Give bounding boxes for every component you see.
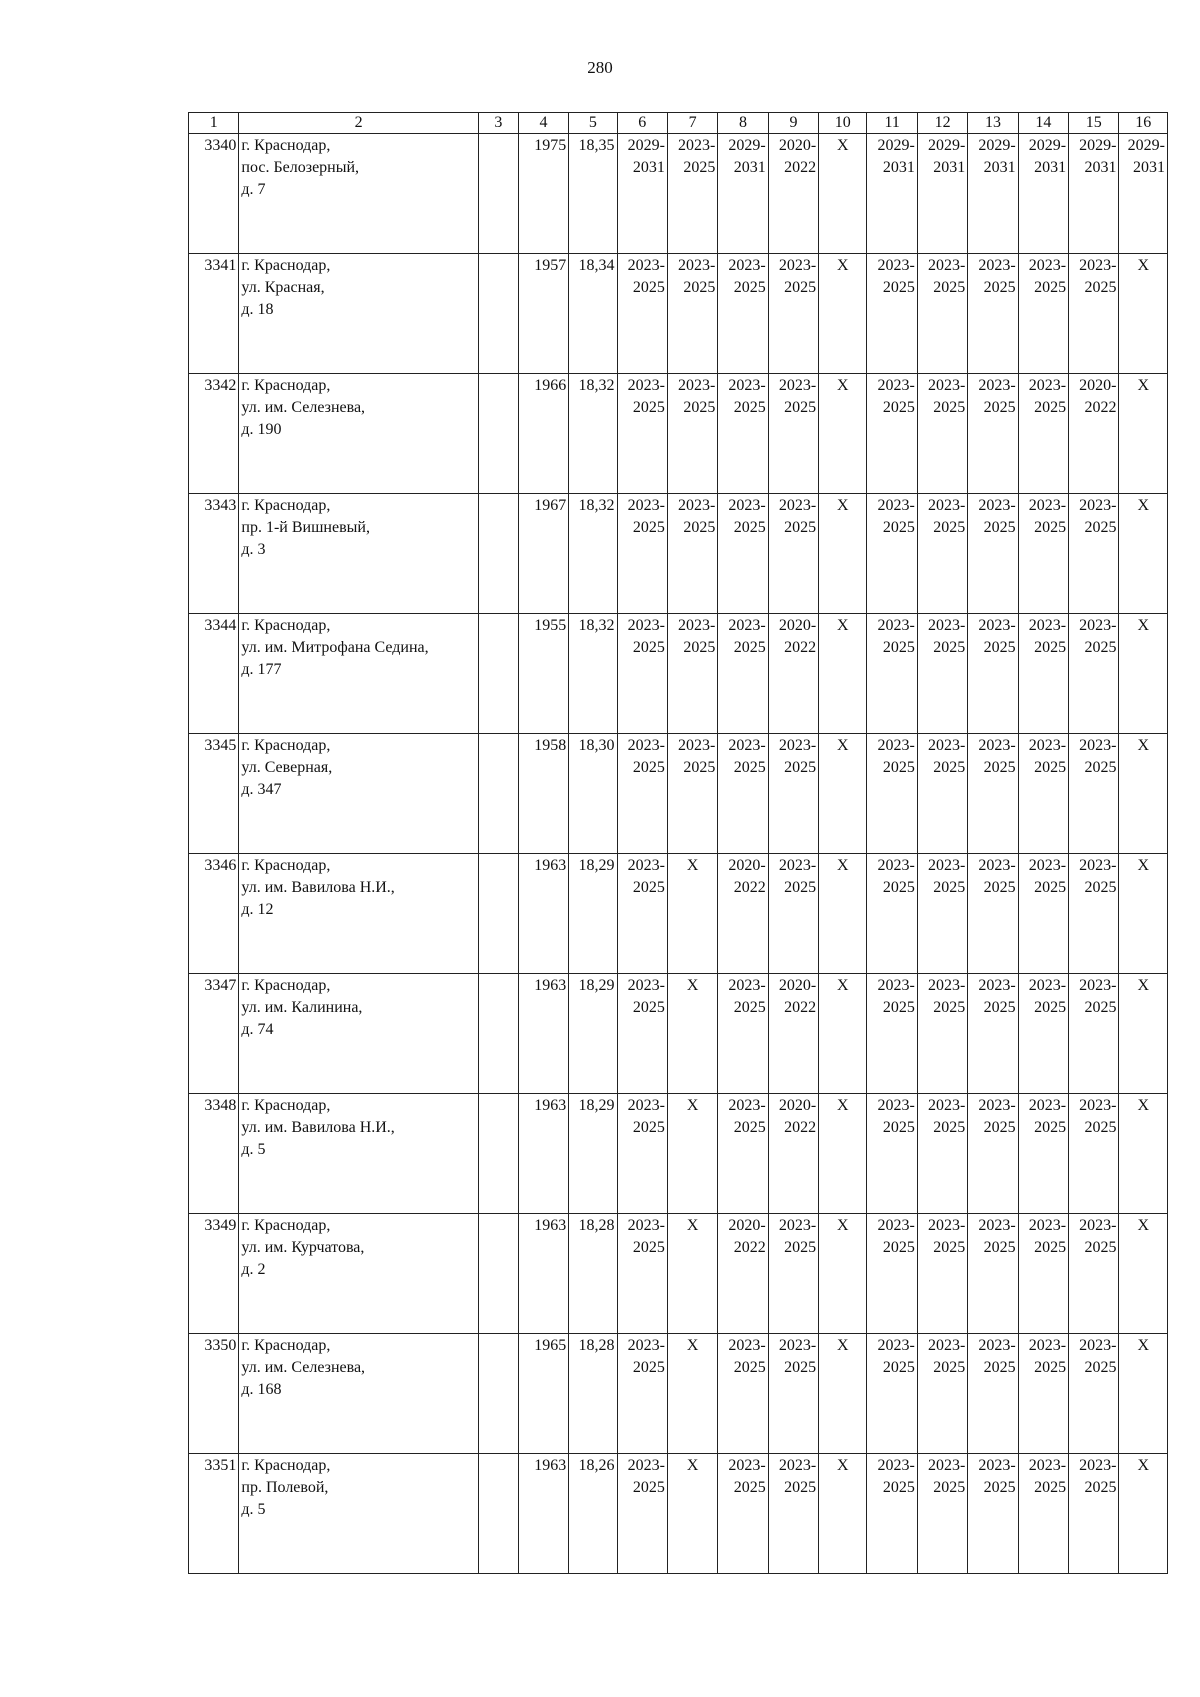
period-cell-c10: X — [819, 614, 867, 734]
address-line: д. 18 — [241, 301, 274, 318]
address-line: д. 7 — [241, 181, 266, 198]
period-cell-c10: X — [819, 1454, 867, 1574]
period-cell-c15: 2023- 2025 — [1069, 1214, 1119, 1334]
build-year-cell: 1963 — [518, 1214, 568, 1334]
address-line: ул. им. Селезнева, — [241, 1359, 366, 1376]
period-cell-c15: 2020- 2022 — [1069, 374, 1119, 494]
cell-col3 — [478, 254, 518, 374]
row-number: 3343 — [189, 494, 239, 614]
period-cell-c13: 2023- 2025 — [968, 1334, 1018, 1454]
period-cell-c11: 2023- 2025 — [867, 614, 917, 734]
address-line: д. 5 — [241, 1141, 266, 1158]
row-number: 3342 — [189, 374, 239, 494]
period-cell-c15: 2029- 2031 — [1069, 134, 1119, 254]
period-cell-c14: 2023- 2025 — [1018, 494, 1068, 614]
row-number: 3349 — [189, 1214, 239, 1334]
period-cell-c16: X — [1119, 374, 1168, 494]
period-cell-c9: 2023- 2025 — [768, 854, 818, 974]
column-header: 14 — [1018, 113, 1068, 134]
column-header: 8 — [718, 113, 768, 134]
period-cell-c10: X — [819, 134, 867, 254]
row-number: 3347 — [189, 974, 239, 1094]
period-cell-c14: 2023- 2025 — [1018, 1334, 1068, 1454]
period-cell-c6: 2023- 2025 — [617, 1214, 667, 1334]
table-row — [189, 1334, 1168, 1454]
period-cell-c8: 2023- 2025 — [718, 494, 768, 614]
address-line: д. 168 — [241, 1381, 282, 1398]
value-cell: 18,29 — [569, 974, 617, 1094]
period-cell-c7: 2023- 2025 — [667, 374, 717, 494]
period-cell-c14: 2023- 2025 — [1018, 374, 1068, 494]
period-cell-c10: X — [819, 1214, 867, 1334]
period-cell-c16: X — [1119, 254, 1168, 374]
period-cell-c13: 2023- 2025 — [968, 494, 1018, 614]
period-cell-c8: 2023- 2025 — [718, 614, 768, 734]
table-row — [189, 134, 1168, 254]
period-cell-c16: X — [1119, 1094, 1168, 1214]
build-year-cell: 1957 — [518, 254, 568, 374]
address-line: пос. Белозерный, — [241, 159, 360, 176]
address-cell — [239, 1454, 478, 1574]
period-cell-c14: 2023- 2025 — [1018, 854, 1068, 974]
address-line: г. Краснодар, — [241, 1337, 331, 1354]
period-cell-c14: 2023- 2025 — [1018, 1094, 1068, 1214]
period-cell-c13: 2023- 2025 — [968, 1094, 1018, 1214]
period-cell-c9: 2023- 2025 — [768, 1214, 818, 1334]
period-cell-c8: 2023- 2025 — [718, 254, 768, 374]
period-cell-c12: 2023- 2025 — [917, 374, 967, 494]
period-cell-c15: 2023- 2025 — [1069, 1094, 1119, 1214]
period-cell-c7: X — [667, 1094, 717, 1214]
period-cell-c9: 2023- 2025 — [768, 1454, 818, 1574]
address-cell — [239, 1094, 478, 1214]
period-cell-c7: X — [667, 854, 717, 974]
period-cell-c16: 2029- 2031 — [1119, 134, 1168, 254]
period-cell-c15: 2023- 2025 — [1069, 614, 1119, 734]
period-cell-c13: 2023- 2025 — [968, 614, 1018, 734]
value-cell: 18,28 — [569, 1214, 617, 1334]
address-line: д. 5 — [241, 1501, 266, 1518]
table-body — [189, 134, 1168, 1574]
period-cell-c15: 2023- 2025 — [1069, 1454, 1119, 1574]
period-cell-c12: 2023- 2025 — [917, 1094, 967, 1214]
period-cell-c11: 2023- 2025 — [867, 1094, 917, 1214]
period-cell-c12: 2023- 2025 — [917, 254, 967, 374]
period-cell-c8: 2023- 2025 — [718, 374, 768, 494]
address-cell — [239, 614, 478, 734]
period-cell-c10: X — [819, 374, 867, 494]
address-line: г. Краснодар, — [241, 857, 331, 874]
address-line: г. Краснодар, — [241, 1457, 331, 1474]
address-line: ул. им. Митрофана Седина, — [241, 639, 429, 656]
build-year-cell: 1963 — [518, 854, 568, 974]
period-cell-c7: X — [667, 1334, 717, 1454]
period-cell-c12: 2023- 2025 — [917, 734, 967, 854]
cell-col3 — [478, 854, 518, 974]
table-row — [189, 854, 1168, 974]
header-row — [189, 113, 1168, 134]
period-cell-c8: 2020- 2022 — [718, 854, 768, 974]
cell-col3 — [478, 974, 518, 1094]
build-year-cell: 1963 — [518, 974, 568, 1094]
period-cell-c15: 2023- 2025 — [1069, 734, 1119, 854]
row-number: 3345 — [189, 734, 239, 854]
period-cell-c7: 2023- 2025 — [667, 734, 717, 854]
build-year-cell: 1955 — [518, 614, 568, 734]
period-cell-c14: 2023- 2025 — [1018, 254, 1068, 374]
period-cell-c11: 2023- 2025 — [867, 1334, 917, 1454]
address-cell — [239, 854, 478, 974]
period-cell-c12: 2023- 2025 — [917, 1334, 967, 1454]
address-line: г. Краснодар, — [241, 377, 331, 394]
column-header: 6 — [617, 113, 667, 134]
column-header: 7 — [667, 113, 717, 134]
column-header: 13 — [968, 113, 1018, 134]
period-cell-c7: X — [667, 1214, 717, 1334]
address-line: ул. им. Курчатова, — [241, 1239, 365, 1256]
column-header: 11 — [867, 113, 917, 134]
housing-registry-table — [188, 112, 1168, 1574]
period-cell-c7: 2023- 2025 — [667, 494, 717, 614]
build-year-cell: 1975 — [518, 134, 568, 254]
period-cell-c6: 2023- 2025 — [617, 254, 667, 374]
period-cell-c16: X — [1119, 1334, 1168, 1454]
table-row — [189, 1454, 1168, 1574]
period-cell-c12: 2023- 2025 — [917, 494, 967, 614]
period-cell-c10: X — [819, 974, 867, 1094]
value-cell: 18,32 — [569, 614, 617, 734]
address-cell — [239, 1334, 478, 1454]
period-cell-c6: 2023- 2025 — [617, 1094, 667, 1214]
row-number: 3340 — [189, 134, 239, 254]
address-line: г. Краснодар, — [241, 737, 331, 754]
period-cell-c15: 2023- 2025 — [1069, 854, 1119, 974]
period-cell-c11: 2023- 2025 — [867, 854, 917, 974]
period-cell-c14: 2023- 2025 — [1018, 1454, 1068, 1574]
address-line: г. Краснодар, — [241, 257, 331, 274]
address-line: д. 2 — [241, 1261, 266, 1278]
period-cell-c12: 2023- 2025 — [917, 1454, 967, 1574]
cell-col3 — [478, 1454, 518, 1574]
period-cell-c11: 2023- 2025 — [867, 974, 917, 1094]
period-cell-c6: 2023- 2025 — [617, 854, 667, 974]
period-cell-c13: 2023- 2025 — [968, 1214, 1018, 1334]
address-line: ул. Красная, — [241, 279, 325, 296]
period-cell-c15: 2023- 2025 — [1069, 974, 1119, 1094]
period-cell-c13: 2023- 2025 — [968, 254, 1018, 374]
period-cell-c6: 2023- 2025 — [617, 374, 667, 494]
period-cell-c13: 2023- 2025 — [968, 854, 1018, 974]
period-cell-c15: 2023- 2025 — [1069, 1334, 1119, 1454]
period-cell-c13: 2029- 2031 — [968, 134, 1018, 254]
period-cell-c11: 2023- 2025 — [867, 1214, 917, 1334]
build-year-cell: 1958 — [518, 734, 568, 854]
column-header: 5 — [569, 113, 617, 134]
address-line: г. Краснодар, — [241, 617, 331, 634]
address-cell — [239, 374, 478, 494]
address-line: г. Краснодар, — [241, 977, 331, 994]
period-cell-c9: 2023- 2025 — [768, 254, 818, 374]
address-line: ул. им. Вавилова Н.И., — [241, 1119, 395, 1136]
address-line: г. Краснодар, — [241, 1097, 331, 1114]
period-cell-c13: 2023- 2025 — [968, 974, 1018, 1094]
period-cell-c15: 2023- 2025 — [1069, 494, 1119, 614]
period-cell-c6: 2023- 2025 — [617, 494, 667, 614]
period-cell-c10: X — [819, 494, 867, 614]
period-cell-c10: X — [819, 1094, 867, 1214]
period-cell-c6: 2029- 2031 — [617, 134, 667, 254]
period-cell-c16: X — [1119, 494, 1168, 614]
period-cell-c12: 2023- 2025 — [917, 614, 967, 734]
value-cell: 18,26 — [569, 1454, 617, 1574]
period-cell-c14: 2029- 2031 — [1018, 134, 1068, 254]
cell-col3 — [478, 134, 518, 254]
table-row — [189, 974, 1168, 1094]
period-cell-c6: 2023- 2025 — [617, 1454, 667, 1574]
period-cell-c6: 2023- 2025 — [617, 614, 667, 734]
period-cell-c7: 2023- 2025 — [667, 134, 717, 254]
period-cell-c12: 2023- 2025 — [917, 854, 967, 974]
column-header: 10 — [819, 113, 867, 134]
value-cell: 18,32 — [569, 374, 617, 494]
cell-col3 — [478, 1214, 518, 1334]
period-cell-c6: 2023- 2025 — [617, 734, 667, 854]
period-cell-c12: 2029- 2031 — [917, 134, 967, 254]
period-cell-c13: 2023- 2025 — [968, 734, 1018, 854]
period-cell-c9: 2023- 2025 — [768, 734, 818, 854]
build-year-cell: 1963 — [518, 1454, 568, 1574]
period-cell-c16: X — [1119, 974, 1168, 1094]
period-cell-c14: 2023- 2025 — [1018, 974, 1068, 1094]
period-cell-c16: X — [1119, 854, 1168, 974]
address-line: д. 190 — [241, 421, 282, 438]
address-line: ул. им. Вавилова Н.И., — [241, 879, 395, 896]
address-line: ул. им. Калинина, — [241, 999, 363, 1016]
row-number: 3346 — [189, 854, 239, 974]
address-line: ул. Северная, — [241, 759, 333, 776]
address-line: ул. им. Селезнева, — [241, 399, 366, 416]
cell-col3 — [478, 614, 518, 734]
column-header: 15 — [1069, 113, 1119, 134]
build-year-cell: 1966 — [518, 374, 568, 494]
cell-col3 — [478, 494, 518, 614]
table-row — [189, 1214, 1168, 1334]
build-year-cell: 1963 — [518, 1094, 568, 1214]
period-cell-c7: X — [667, 1454, 717, 1574]
column-header: 12 — [917, 113, 967, 134]
period-cell-c7: X — [667, 974, 717, 1094]
cell-col3 — [478, 1094, 518, 1214]
column-header: 9 — [768, 113, 818, 134]
address-line: г. Краснодар, — [241, 497, 331, 514]
address-line: пр. Полевой, — [241, 1479, 329, 1496]
period-cell-c9: 2020- 2022 — [768, 614, 818, 734]
period-cell-c12: 2023- 2025 — [917, 974, 967, 1094]
period-cell-c14: 2023- 2025 — [1018, 614, 1068, 734]
value-cell: 18,32 — [569, 494, 617, 614]
period-cell-c6: 2023- 2025 — [617, 1334, 667, 1454]
period-cell-c16: X — [1119, 734, 1168, 854]
period-cell-c8: 2023- 2025 — [718, 734, 768, 854]
period-cell-c9: 2020- 2022 — [768, 1094, 818, 1214]
address-line: д. 3 — [241, 541, 266, 558]
value-cell: 18,35 — [569, 134, 617, 254]
period-cell-c8: 2023- 2025 — [718, 1334, 768, 1454]
value-cell: 18,30 — [569, 734, 617, 854]
period-cell-c10: X — [819, 254, 867, 374]
period-cell-c8: 2023- 2025 — [718, 1094, 768, 1214]
column-header: 1 — [189, 113, 239, 134]
period-cell-c11: 2023- 2025 — [867, 374, 917, 494]
period-cell-c9: 2023- 2025 — [768, 1334, 818, 1454]
period-cell-c10: X — [819, 734, 867, 854]
period-cell-c16: X — [1119, 1454, 1168, 1574]
period-cell-c14: 2023- 2025 — [1018, 1214, 1068, 1334]
period-cell-c10: X — [819, 854, 867, 974]
period-cell-c13: 2023- 2025 — [968, 374, 1018, 494]
period-cell-c9: 2020- 2022 — [768, 974, 818, 1094]
row-number: 3348 — [189, 1094, 239, 1214]
period-cell-c8: 2023- 2025 — [718, 974, 768, 1094]
column-header: 16 — [1119, 113, 1168, 134]
row-number: 3344 — [189, 614, 239, 734]
table-row — [189, 614, 1168, 734]
period-cell-c14: 2023- 2025 — [1018, 734, 1068, 854]
value-cell: 18,28 — [569, 1334, 617, 1454]
column-header: 3 — [478, 113, 518, 134]
period-cell-c11: 2029- 2031 — [867, 134, 917, 254]
period-cell-c8: 2020- 2022 — [718, 1214, 768, 1334]
value-cell: 18,29 — [569, 854, 617, 974]
cell-col3 — [478, 374, 518, 494]
period-cell-c9: 2023- 2025 — [768, 494, 818, 614]
table-row — [189, 494, 1168, 614]
address-cell — [239, 1214, 478, 1334]
address-cell — [239, 134, 478, 254]
period-cell-c12: 2023- 2025 — [917, 1214, 967, 1334]
build-year-cell: 1965 — [518, 1334, 568, 1454]
value-cell: 18,29 — [569, 1094, 617, 1214]
address-line: д. 74 — [241, 1021, 274, 1038]
period-cell-c9: 2020- 2022 — [768, 134, 818, 254]
period-cell-c11: 2023- 2025 — [867, 1454, 917, 1574]
period-cell-c7: 2023- 2025 — [667, 254, 717, 374]
address-line: д. 12 — [241, 901, 274, 918]
address-line: д. 177 — [241, 661, 282, 678]
build-year-cell: 1967 — [518, 494, 568, 614]
table-row — [189, 1094, 1168, 1214]
period-cell-c8: 2029- 2031 — [718, 134, 768, 254]
period-cell-c9: 2023- 2025 — [768, 374, 818, 494]
period-cell-c6: 2023- 2025 — [617, 974, 667, 1094]
period-cell-c7: 2023- 2025 — [667, 614, 717, 734]
period-cell-c11: 2023- 2025 — [867, 254, 917, 374]
period-cell-c11: 2023- 2025 — [867, 734, 917, 854]
cell-col3 — [478, 1334, 518, 1454]
table-row — [189, 374, 1168, 494]
row-number: 3341 — [189, 254, 239, 374]
address-cell — [239, 254, 478, 374]
address-cell — [239, 974, 478, 1094]
period-cell-c16: X — [1119, 1214, 1168, 1334]
cell-col3 — [478, 734, 518, 854]
page-number: 280 — [587, 58, 613, 77]
table-row — [189, 734, 1168, 854]
address-line: г. Краснодар, — [241, 1217, 331, 1234]
row-number: 3351 — [189, 1454, 239, 1574]
table-row — [189, 254, 1168, 374]
address-line: г. Краснодар, — [241, 137, 331, 154]
period-cell-c15: 2023- 2025 — [1069, 254, 1119, 374]
column-header: 4 — [518, 113, 568, 134]
column-header: 2 — [239, 113, 478, 134]
address-cell — [239, 494, 478, 614]
period-cell-c13: 2023- 2025 — [968, 1454, 1018, 1574]
period-cell-c8: 2023- 2025 — [718, 1454, 768, 1574]
value-cell: 18,34 — [569, 254, 617, 374]
row-number: 3350 — [189, 1334, 239, 1454]
address-line: д. 347 — [241, 781, 282, 798]
address-line: пр. 1-й Вишневый, — [241, 519, 370, 536]
period-cell-c10: X — [819, 1334, 867, 1454]
period-cell-c16: X — [1119, 614, 1168, 734]
address-cell — [239, 734, 478, 854]
period-cell-c11: 2023- 2025 — [867, 494, 917, 614]
